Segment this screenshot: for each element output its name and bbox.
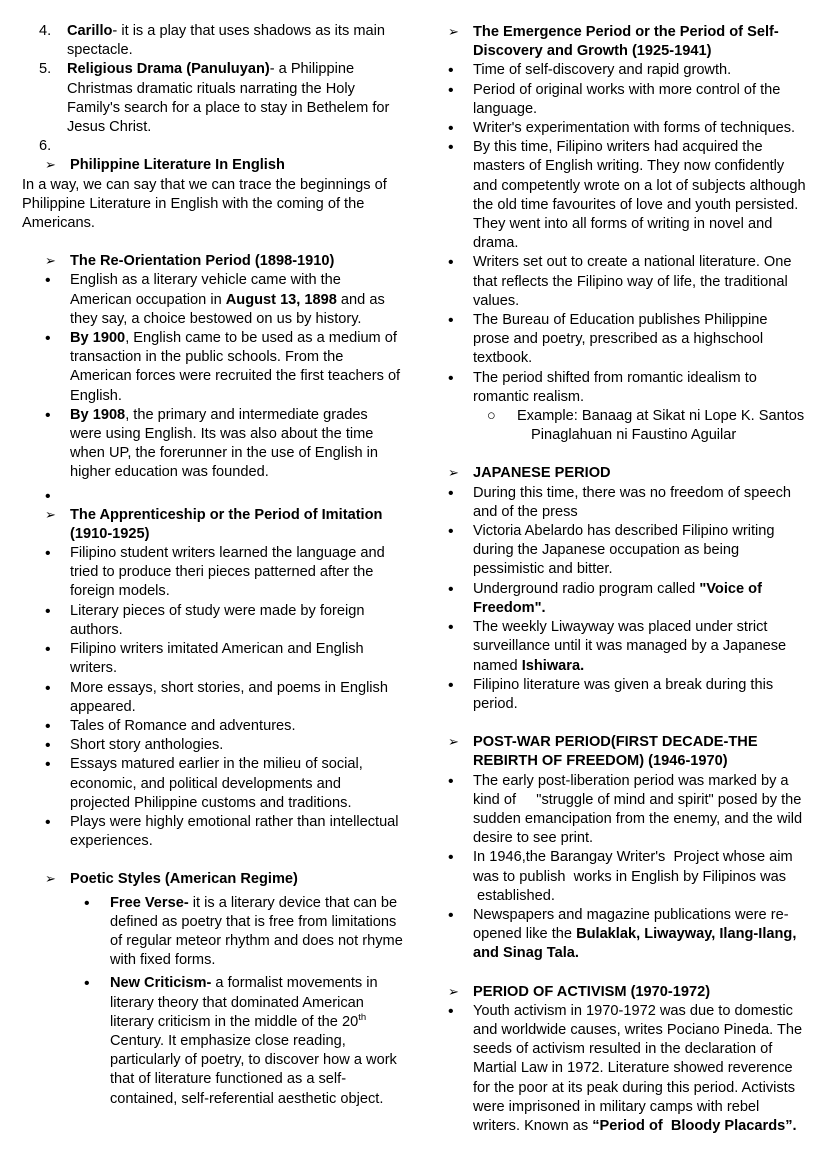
heading-text: The Emergence Period or the Period of Self-Discovery and Growth (1925-1941) <box>473 24 779 60</box>
dot-bullet-icon: • <box>448 676 454 694</box>
section-heading-re-orientation-period <box>22 252 403 271</box>
bullet-text: Time of self-discovery and rapid growth. <box>473 62 732 79</box>
text-bold: "Voice of Freedom". <box>473 580 762 616</box>
right-column <box>425 22 806 1136</box>
text-post: , the primary and intermediate grades were using English. Its was also about the time when UP, the forerunner in the use of English in higher education was founded. <box>70 406 379 481</box>
text-post: and as they say, a choice bestowed on us by history. <box>70 291 385 327</box>
bullet-item <box>425 119 806 138</box>
text-bold: Bulaklak, Liwayway, Ilang-Ilang, and Sinag Tala. <box>473 926 797 962</box>
heading-text: POST-WAR PERIOD(FIRST DECADE-THE REBIRTH OF FREEDOM) (1946-1970) <box>473 734 758 770</box>
arrow-bullet-icon: ➢ <box>45 507 56 523</box>
text-bold: By 1900 <box>70 330 126 347</box>
sub-bullet-item-example <box>425 407 806 445</box>
bullet-item <box>425 369 806 407</box>
example-line-2: Pinaglahuan ni Faustino Aguilar <box>531 427 737 444</box>
dot-bullet-icon: • <box>448 81 454 99</box>
term-bold: New Criticism- <box>110 975 212 992</box>
bullet-item <box>425 138 806 253</box>
bullet-text: Writers set out to create a national literature. One that reflects the Filipino way of life, the traditional values. <box>473 254 792 309</box>
text-pre: Newspapers and magazine publications were re-opened like the <box>473 906 789 943</box>
bullet-item <box>22 602 403 640</box>
term-rest-b: Century. It emphasize close reading, particularly of poetry, to discover how a work that of literature functioned as a self-contained, self-referential aesthetic object. <box>110 1032 397 1107</box>
bullet-item <box>22 813 403 851</box>
bullet-item <box>425 772 806 849</box>
dot-bullet-icon: • <box>45 756 51 774</box>
bullet-text: Essays matured earlier in the milieu of social, economic, and political developments and projected Philippine customs and traditions. <box>70 756 363 811</box>
bullet-text <box>473 580 806 618</box>
bullet-text: Tales of Romance and adventures. <box>70 717 296 734</box>
dot-bullet-icon: • <box>448 254 454 272</box>
text-bold: Ishiwara. <box>521 657 585 674</box>
circle-bullet-icon: ○ <box>487 408 496 425</box>
bullet-item <box>425 311 806 369</box>
dot-bullet-icon: • <box>448 139 454 157</box>
term-rest: - it is a play that uses shadows as its main spectacle. <box>67 23 385 59</box>
section-heading-apprenticeship-period <box>22 506 403 544</box>
section-heading-japanese-period <box>425 464 806 483</box>
arrow-bullet-icon: ➢ <box>45 158 56 174</box>
spacer <box>425 445 806 464</box>
dot-bullet-icon: • <box>45 487 51 505</box>
sub-bullet-text <box>110 894 403 971</box>
bullet-text <box>473 848 806 906</box>
bullet-item <box>22 755 403 813</box>
spacer <box>22 233 403 252</box>
dot-bullet-icon: • <box>45 737 51 755</box>
bullet-item <box>425 906 806 964</box>
dot-bullet-icon: • <box>45 679 51 697</box>
bullet-item <box>22 329 403 406</box>
bullet-item <box>425 522 806 580</box>
sub-bullet-text <box>110 974 403 1108</box>
arrow-bullet-icon: ➢ <box>45 254 56 270</box>
sub-bullet-item <box>22 894 403 971</box>
bullet-item <box>22 406 403 483</box>
spacer <box>22 851 403 870</box>
dot-bullet-icon: • <box>45 641 51 659</box>
text-bold: By 1908 <box>70 406 126 423</box>
heading-text: PERIOD OF ACTIVISM (1970-1972) <box>473 983 711 1000</box>
bullet-item <box>425 580 806 618</box>
dot-bullet-icon: • <box>448 120 454 138</box>
text-bold: “Period of Bloody Placards”. <box>592 1117 797 1134</box>
bullet-text: Short story anthologies. <box>70 737 224 754</box>
bullet-item <box>22 679 403 717</box>
text-pre: English as a literary vehicle came with the American occupation in <box>70 272 341 308</box>
list-item <box>22 60 403 137</box>
bullet-text <box>473 484 806 522</box>
example-line-1: Example: Banaag at Sikat ni Lope K. Santos <box>517 408 805 425</box>
bullet-text: Plays were highly emotional rather than intellectual experiences. <box>70 813 399 850</box>
section-heading-period-of-activism <box>425 983 806 1002</box>
dot-bullet-icon: • <box>448 484 454 502</box>
bullet-item <box>22 717 403 736</box>
bullet-text <box>473 772 806 849</box>
term-rest: - a Philippine Christmas dramatic rituals narrating the Holy Family's search for a place to stay in Bethelem for Jesus Christ. <box>67 61 390 136</box>
dot-bullet-icon: • <box>84 894 90 912</box>
section-heading-philippine-literature-in-english <box>22 156 403 175</box>
list-item-empty <box>22 137 403 156</box>
text-pre: In 1946,the Barangay Writer's Project whose aim was to publish works in English by Filipinos was established. <box>473 849 793 904</box>
bullet-text: The period shifted from romantic idealism to romantic realism. <box>473 369 757 405</box>
dot-bullet-icon: • <box>448 849 454 867</box>
text-bold: August 13, 1898 <box>225 291 337 308</box>
term-rest-a: a formalist movements in literary theory that dominated American literary criticism in the middle of the 20 <box>110 975 378 1030</box>
section-heading-poetic-styles <box>22 870 403 889</box>
bullet-item <box>425 81 806 119</box>
dot-bullet-icon: • <box>448 906 454 924</box>
heading-text: Philippine Literature In English <box>70 157 285 174</box>
bullet-item-empty <box>22 487 403 506</box>
text-pre: The weekly Liwayway was placed under strict surveillance until it was managed by a Japanese named <box>473 619 787 674</box>
term-bold: Religious Drama (Panuluyan) <box>67 61 270 78</box>
bullet-text: By this time, Filipino writers had acquired the masters of English writing. They now confidently and competently wrote on a lot of subjects although the old time favourites of love and youth persisted. They went into all forms of writing in novel and drama. <box>473 139 806 252</box>
dot-bullet-icon: • <box>45 406 51 424</box>
dot-bullet-icon: • <box>448 772 454 790</box>
bullet-text <box>473 618 806 676</box>
dot-bullet-icon: • <box>45 272 51 290</box>
arrow-bullet-icon: ➢ <box>45 872 56 888</box>
dot-bullet-icon: • <box>45 813 51 831</box>
bullet-item <box>425 253 806 311</box>
bullet-item <box>22 544 403 602</box>
bullet-item <box>22 640 403 678</box>
list-marker-number: 6. <box>39 138 52 155</box>
heading-text: Poetic Styles (American Regime) <box>70 871 298 888</box>
bullet-text <box>473 906 806 964</box>
section-heading-post-war-period <box>425 733 806 771</box>
sub-bullet-item <box>22 974 403 1108</box>
bullet-text: Filipino writers imitated American and English writers. <box>70 641 364 677</box>
term-rest: it is a literary device that can be defined as poetry that is free from limitations of regular meteor rhythm and does not rhyme with fixed forms. <box>110 894 403 969</box>
arrow-bullet-icon: ➢ <box>448 984 459 1000</box>
heading-text: The Re-Orientation Period (1898-1910) <box>70 253 335 270</box>
dot-bullet-icon: • <box>84 975 90 993</box>
dot-bullet-icon: • <box>448 1002 454 1020</box>
arrow-bullet-icon: ➢ <box>448 735 459 751</box>
bullet-text <box>473 522 806 580</box>
spacer <box>425 964 806 983</box>
dot-bullet-icon: • <box>448 369 454 387</box>
dot-bullet-icon: • <box>45 602 51 620</box>
spacer <box>425 714 806 733</box>
list-marker-number: 4. <box>39 23 52 39</box>
arrow-bullet-icon: ➢ <box>448 466 459 482</box>
text-pre: Youth activism in 1970-1972 was due to domestic and worldwide causes, writes Pociano Pineda. The seeds of activism resulted in the declaration of Martial Law in 1972. Literature showed reverence for the poor at its peak during this period. Activists were imprisoned in military camps with rebel writers. Known as <box>473 1002 803 1134</box>
heading-text: JAPANESE PERIOD <box>473 465 611 482</box>
bullet-item <box>22 736 403 755</box>
two-column-layout <box>22 22 806 1136</box>
bullet-text <box>70 406 403 483</box>
text-pre: Victoria Abelardo has described Filipino writing during the Japanese occupation as being pessimistic and bitter. <box>473 523 775 578</box>
dot-bullet-icon: • <box>448 62 454 80</box>
bullet-item <box>22 271 403 329</box>
dot-bullet-icon: • <box>45 717 51 735</box>
bullet-text <box>473 676 806 714</box>
bullet-text: Literary pieces of study were made by foreign authors. <box>70 602 365 638</box>
bullet-text <box>70 329 403 406</box>
dot-bullet-icon: • <box>448 619 454 637</box>
text-pre: The early post-liberation period was marked by a kind of "struggle of mind and spirit" posed by the sudden emancipation from the enemy, and the wild desire to see print. <box>473 772 803 847</box>
text-post: , English came to be used as a medium of transaction in the public schools. From the American forces were recruited the first teachers of English. <box>70 330 401 404</box>
sub-bullet-text <box>517 407 806 445</box>
bullet-text <box>473 1002 806 1136</box>
text-pre: Filipino literature was given a break during this period. <box>473 676 774 712</box>
dot-bullet-icon: • <box>448 312 454 330</box>
bullet-text: The Bureau of Education publishes Philippine prose and poetry, prescribed as a highschool textbook. <box>473 312 768 367</box>
bullet-text: Filipino student writers learned the language and tried to produce theri pieces patterned after the foreign models. <box>70 545 385 600</box>
dot-bullet-icon: • <box>45 330 51 348</box>
list-item <box>22 22 403 60</box>
bullet-text: Period of original works with more control of the language. <box>473 81 781 117</box>
text-pre: Underground radio program called <box>473 580 700 597</box>
bullet-item <box>425 676 806 714</box>
left-column <box>22 22 403 1109</box>
bullet-text: Writer's experimentation with forms of techniques. <box>473 120 796 137</box>
bullet-item <box>425 484 806 522</box>
heading-text: The Apprenticeship or the Period of Imitation (1910-1925) <box>70 506 383 542</box>
bullet-item <box>425 848 806 906</box>
dot-bullet-icon: • <box>448 523 454 541</box>
bullet-item <box>425 1002 806 1136</box>
list-item-text <box>67 22 403 60</box>
term-bold: Carillo <box>67 23 113 39</box>
bullet-text: More essays, short stories, and poems in English appeared. <box>70 679 388 715</box>
dot-bullet-icon: • <box>448 580 454 598</box>
bullet-item <box>425 618 806 676</box>
section-heading-emergence-period <box>425 23 806 61</box>
dot-bullet-icon: • <box>45 545 51 563</box>
list-marker-number: 5. <box>39 61 52 78</box>
list-item-text <box>67 60 403 137</box>
text-pre: During this time, there was no freedom of speech and of the press <box>473 484 791 520</box>
bullet-text <box>70 271 403 329</box>
superscript-ordinal: th <box>358 1011 367 1023</box>
arrow-bullet-icon: ➢ <box>448 25 459 40</box>
bullet-item <box>425 61 806 80</box>
term-bold: Free Verse- <box>110 894 189 911</box>
intro-paragraph: In a way, we can say that we can trace the beginnings of Philippine Literature in English with the coming of the Americans. <box>22 176 387 232</box>
